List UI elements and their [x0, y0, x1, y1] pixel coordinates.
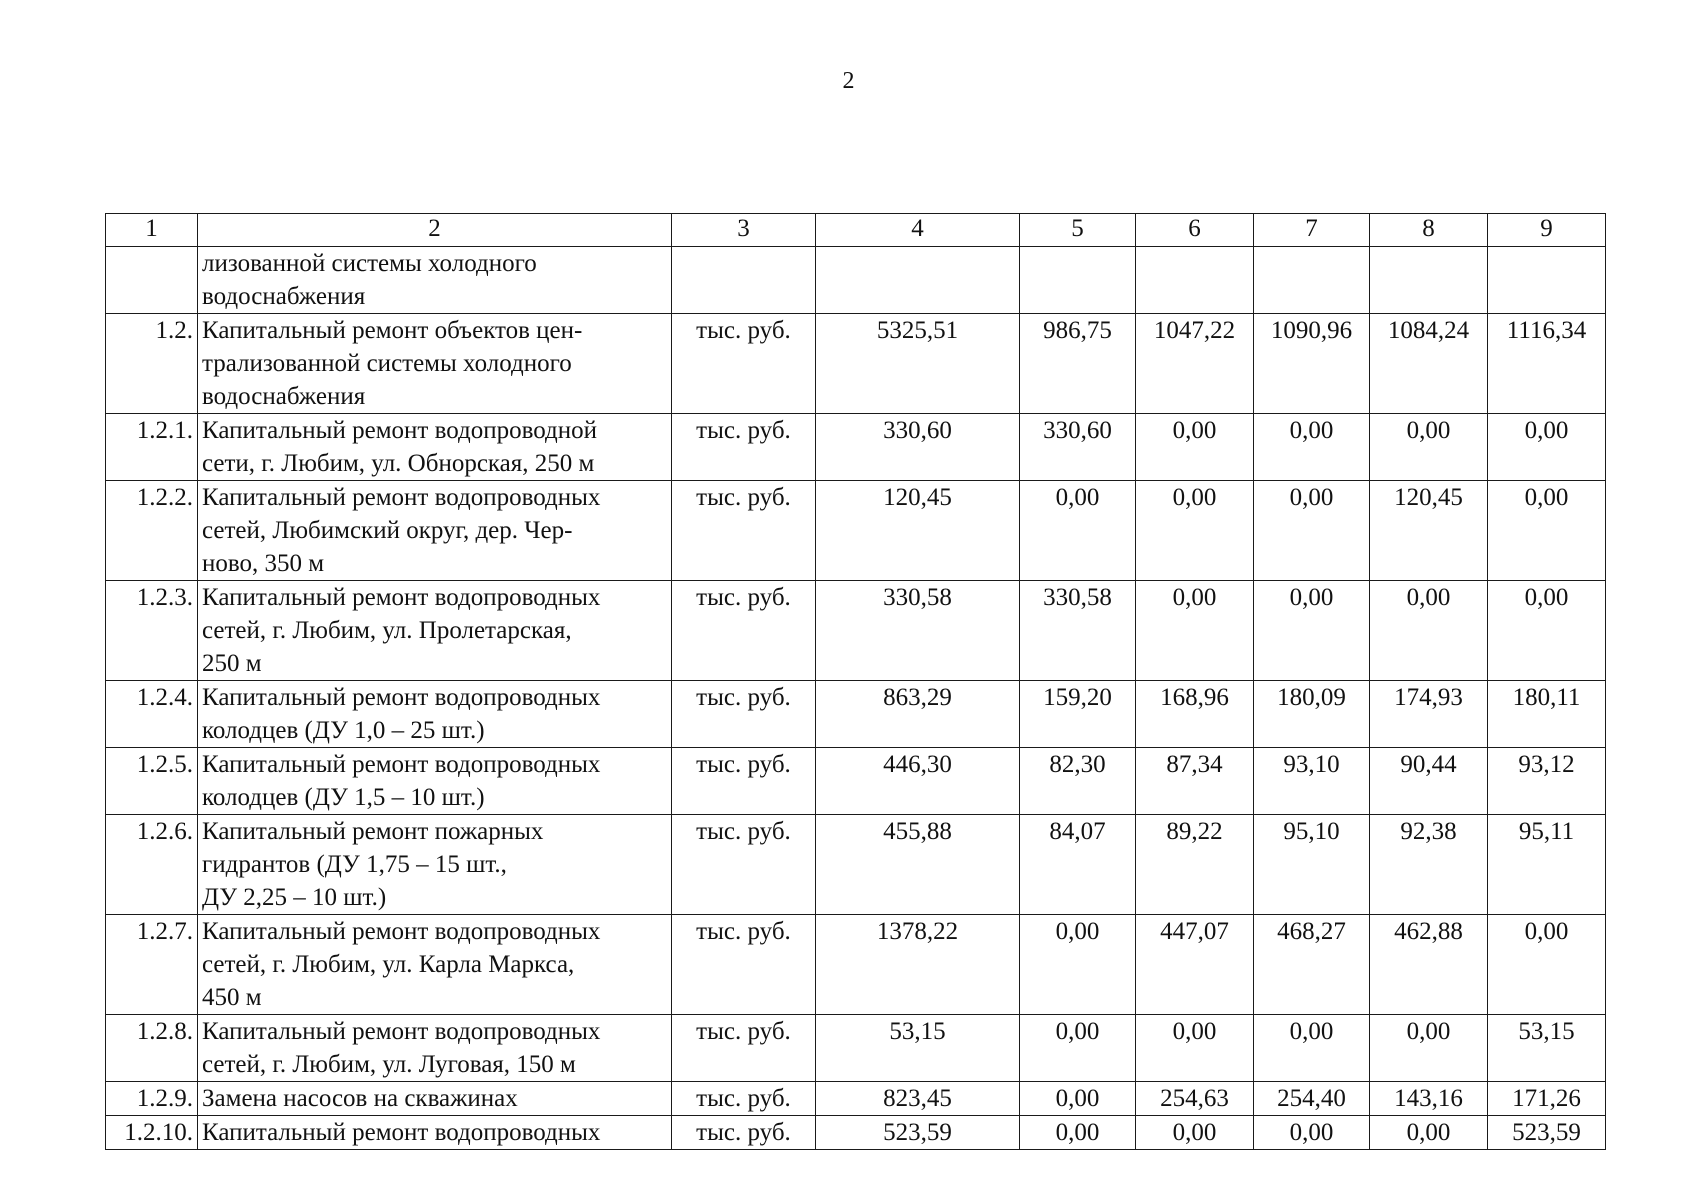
row-number: 1.2.1. — [106, 414, 198, 481]
value-cell: 93,10 — [1254, 748, 1370, 815]
description-line: Капитальный ремонт водопроводных — [202, 918, 601, 945]
value-cell: 120,45 — [1370, 481, 1488, 581]
column-header: 5 — [1020, 214, 1136, 247]
description-line: сетей, г. Любим, ул. Пролетарская, — [202, 617, 572, 644]
description-line: Капитальный ремонт водопроводной — [202, 417, 597, 444]
row-description — [198, 314, 672, 414]
value-cell: 89,22 — [1136, 815, 1254, 915]
column-header: 2 — [198, 214, 672, 247]
description-line: Капитальный ремонт водопроводных — [202, 584, 601, 611]
description-line: ново, 350 м — [202, 550, 325, 577]
table-row — [106, 581, 1606, 681]
row-description — [198, 915, 672, 1015]
row-unit: тыс. руб. — [672, 1015, 816, 1082]
value-cell: 1090,96 — [1254, 314, 1370, 414]
value-cell: 330,58 — [816, 581, 1020, 681]
description-line: сетей, г. Любим, ул. Карла Маркса, — [202, 951, 575, 978]
row-unit: тыс. руб. — [672, 414, 816, 481]
value-cell: 95,11 — [1488, 815, 1606, 915]
column-header: 4 — [816, 214, 1020, 247]
value-cell: 0,00 — [1020, 915, 1136, 1015]
value-cell: 84,07 — [1020, 815, 1136, 915]
row-unit: тыс. руб. — [672, 1082, 816, 1116]
value-cell: 87,34 — [1136, 748, 1254, 815]
row-unit: тыс. руб. — [672, 314, 816, 414]
description-line: 250 м — [202, 650, 262, 677]
value-cell: 90,44 — [1370, 748, 1488, 815]
row-number: 1.2.9. — [106, 1082, 198, 1116]
value-cell — [1488, 247, 1606, 314]
value-cell: 0,00 — [1254, 481, 1370, 581]
table-row — [106, 1082, 1606, 1116]
value-cell: 863,29 — [816, 681, 1020, 748]
table-row — [106, 414, 1606, 481]
value-cell: 455,88 — [816, 815, 1020, 915]
value-cell — [1020, 247, 1136, 314]
value-cell: 82,30 — [1020, 748, 1136, 815]
value-cell: 0,00 — [1136, 1116, 1254, 1150]
row-description — [198, 815, 672, 915]
value-cell: 447,07 — [1136, 915, 1254, 1015]
value-cell: 0,00 — [1254, 1015, 1370, 1082]
value-cell: 523,59 — [816, 1116, 1020, 1150]
value-cell: 462,88 — [1370, 915, 1488, 1015]
value-cell: 93,12 — [1488, 748, 1606, 815]
description-line: колодцев (ДУ 1,5 – 10 шт.) — [202, 784, 485, 811]
row-description — [198, 414, 672, 481]
description-line: Замена насосов на скважинах — [202, 1085, 518, 1112]
value-cell: 5325,51 — [816, 314, 1020, 414]
value-cell: 0,00 — [1136, 581, 1254, 681]
value-cell: 823,45 — [816, 1082, 1020, 1116]
column-header: 3 — [672, 214, 816, 247]
row-unit: тыс. руб. — [672, 581, 816, 681]
value-cell: 0,00 — [1488, 414, 1606, 481]
value-cell: 0,00 — [1488, 481, 1606, 581]
value-cell: 986,75 — [1020, 314, 1136, 414]
column-header: 8 — [1370, 214, 1488, 247]
table-body — [106, 247, 1606, 1150]
value-cell: 0,00 — [1020, 1015, 1136, 1082]
row-description — [198, 1015, 672, 1082]
value-cell: 254,40 — [1254, 1082, 1370, 1116]
description-line: Капитальный ремонт водопроводных — [202, 684, 601, 711]
value-cell: 0,00 — [1488, 915, 1606, 1015]
value-cell: 0,00 — [1370, 414, 1488, 481]
value-cell: 0,00 — [1020, 1116, 1136, 1150]
value-cell: 0,00 — [1254, 581, 1370, 681]
value-cell: 171,26 — [1488, 1082, 1606, 1116]
row-number: 1.2. — [106, 314, 198, 414]
description-line: Капитальный ремонт водопроводных — [202, 1119, 601, 1146]
description-line: трализованной системы холодного — [202, 350, 572, 377]
row-number: 1.2.2. — [106, 481, 198, 581]
column-header: 9 — [1488, 214, 1606, 247]
description-line: Капитальный ремонт объектов цен- — [202, 317, 583, 344]
description-line: сетей, Любимский округ, дер. Чер- — [202, 517, 573, 544]
value-cell: 254,63 — [1136, 1082, 1254, 1116]
row-number: 1.2.10. — [106, 1116, 198, 1150]
table-row — [106, 247, 1606, 314]
value-cell: 523,59 — [1488, 1116, 1606, 1150]
value-cell: 1084,24 — [1370, 314, 1488, 414]
row-description — [198, 247, 672, 314]
value-cell: 0,00 — [1488, 581, 1606, 681]
row-unit: тыс. руб. — [672, 681, 816, 748]
table-row — [106, 1116, 1606, 1150]
row-unit — [672, 247, 816, 314]
row-unit: тыс. руб. — [672, 748, 816, 815]
value-cell: 95,10 — [1254, 815, 1370, 915]
row-number: 1.2.3. — [106, 581, 198, 681]
value-cell: 468,27 — [1254, 915, 1370, 1015]
value-cell: 53,15 — [816, 1015, 1020, 1082]
description-line: Капитальный ремонт водопроводных — [202, 1018, 601, 1045]
description-line: сетей, г. Любим, ул. Луговая, 150 м — [202, 1051, 576, 1078]
description-line: Капитальный ремонт пожарных — [202, 818, 544, 845]
value-cell: 143,16 — [1370, 1082, 1488, 1116]
description-line: Капитальный ремонт водопроводных — [202, 751, 601, 778]
column-header: 6 — [1136, 214, 1254, 247]
value-cell: 0,00 — [1254, 1116, 1370, 1150]
table-row — [106, 815, 1606, 915]
value-cell — [1254, 247, 1370, 314]
row-unit: тыс. руб. — [672, 815, 816, 915]
row-number: 1.2.5. — [106, 748, 198, 815]
value-cell: 330,58 — [1020, 581, 1136, 681]
row-description — [198, 581, 672, 681]
row-number — [106, 247, 198, 314]
value-cell: 180,11 — [1488, 681, 1606, 748]
value-cell: 0,00 — [1370, 1015, 1488, 1082]
column-number-row — [106, 214, 1606, 247]
table-row — [106, 314, 1606, 414]
description-line: ДУ 2,25 – 10 шт.) — [202, 884, 387, 911]
description-line: гидрантов (ДУ 1,75 – 15 шт., — [202, 851, 507, 878]
row-number: 1.2.4. — [106, 681, 198, 748]
value-cell: 92,38 — [1370, 815, 1488, 915]
row-description — [198, 1116, 672, 1150]
description-line: сети, г. Любим, ул. Обнорская, 250 м — [202, 450, 595, 477]
table-row — [106, 915, 1606, 1015]
description-line: водоснабжения — [202, 383, 366, 410]
row-description — [198, 481, 672, 581]
row-description — [198, 681, 672, 748]
value-cell: 159,20 — [1020, 681, 1136, 748]
row-description — [198, 1082, 672, 1116]
value-cell: 1047,22 — [1136, 314, 1254, 414]
value-cell: 168,96 — [1136, 681, 1254, 748]
value-cell: 0,00 — [1136, 481, 1254, 581]
value-cell: 120,45 — [816, 481, 1020, 581]
value-cell: 0,00 — [1136, 414, 1254, 481]
value-cell: 1378,22 — [816, 915, 1020, 1015]
page-number: 2 — [842, 68, 855, 94]
row-description — [198, 748, 672, 815]
row-unit: тыс. руб. — [672, 915, 816, 1015]
table-row — [106, 748, 1606, 815]
value-cell: 0,00 — [1370, 581, 1488, 681]
column-header: 7 — [1254, 214, 1370, 247]
value-cell: 0,00 — [1136, 1015, 1254, 1082]
value-cell — [1136, 247, 1254, 314]
value-cell — [1370, 247, 1488, 314]
value-cell: 330,60 — [816, 414, 1020, 481]
value-cell: 446,30 — [816, 748, 1020, 815]
description-line: Капитальный ремонт водопроводных — [202, 484, 601, 511]
value-cell — [816, 247, 1020, 314]
budget-table — [105, 213, 1606, 1150]
table-row — [106, 481, 1606, 581]
description-line: колодцев (ДУ 1,0 – 25 шт.) — [202, 717, 485, 744]
value-cell: 0,00 — [1020, 481, 1136, 581]
value-cell: 180,09 — [1254, 681, 1370, 748]
row-unit: тыс. руб. — [672, 1116, 816, 1150]
value-cell: 330,60 — [1020, 414, 1136, 481]
row-number: 1.2.6. — [106, 815, 198, 915]
description-line: лизованной системы холодного — [202, 250, 537, 277]
description-line: 450 м — [202, 984, 262, 1011]
column-header: 1 — [106, 214, 198, 247]
table-row — [106, 681, 1606, 748]
row-number: 1.2.7. — [106, 915, 198, 1015]
value-cell: 1116,34 — [1488, 314, 1606, 414]
row-number: 1.2.8. — [106, 1015, 198, 1082]
value-cell: 174,93 — [1370, 681, 1488, 748]
row-unit: тыс. руб. — [672, 481, 816, 581]
value-cell: 53,15 — [1488, 1015, 1606, 1082]
description-line: водоснабжения — [202, 283, 366, 310]
value-cell: 0,00 — [1254, 414, 1370, 481]
table-row — [106, 1015, 1606, 1082]
value-cell: 0,00 — [1370, 1116, 1488, 1150]
value-cell: 0,00 — [1020, 1082, 1136, 1116]
